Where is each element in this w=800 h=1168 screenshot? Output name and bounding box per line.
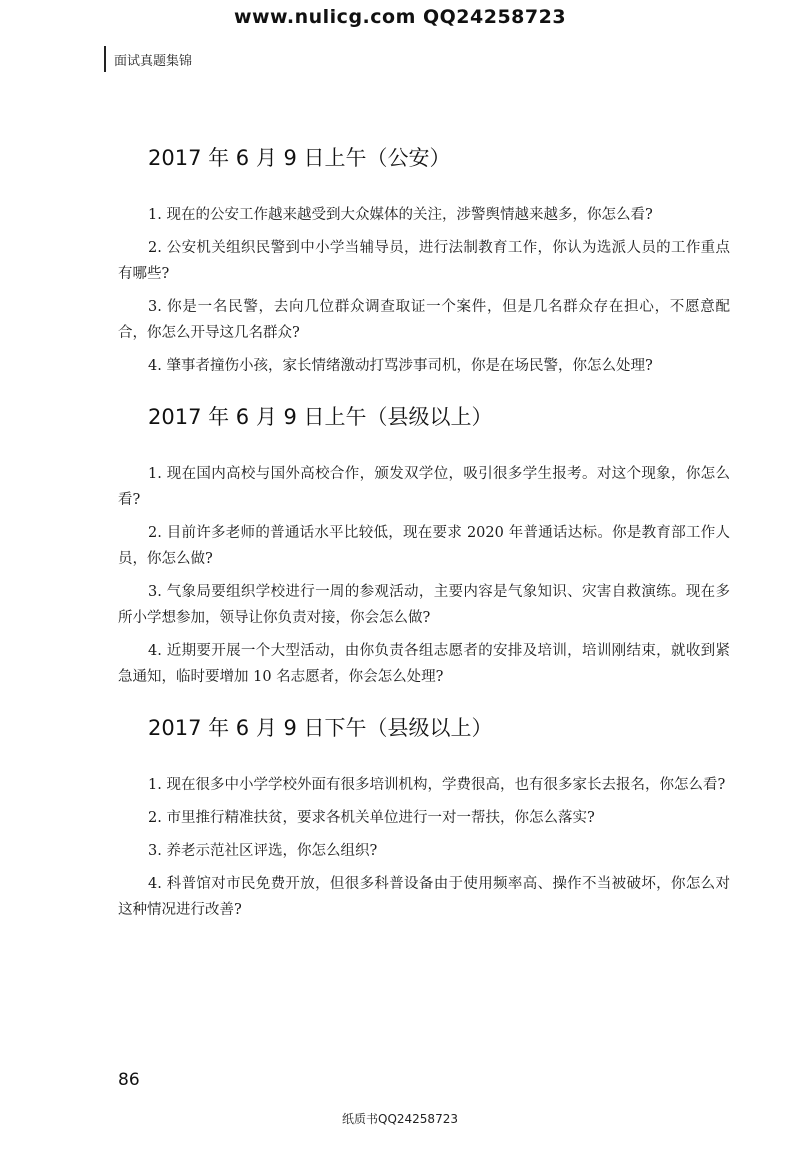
section-title: 2017 年 6 月 9 日上午（县级以上） xyxy=(148,405,493,429)
section-title: 2017 年 6 月 9 日上午（公安） xyxy=(148,146,451,170)
header-rule xyxy=(104,46,106,72)
question: 1. 现在的公安工作越来越受到大众媒体的关注，涉警舆情越来越多，你怎么看? xyxy=(148,207,653,223)
question: 2. 目前许多老师的普通话水平比较低，现在要求 2020 年普通话达标。你是教育部工作人员，你怎么做? xyxy=(118,525,730,567)
footer-text: 纸质书QQ24258723 xyxy=(342,1112,458,1126)
question: 1. 现在国内高校与国外高校合作，颁发双学位，吸引很多学生报考。对这个现象，你怎么看? xyxy=(118,466,730,508)
page-content xyxy=(118,128,730,945)
question: 4. 肇事者撞伤小孩，家长情绪激动打骂涉事司机，你是在场民警，你怎么处理? xyxy=(148,358,653,374)
running-header: 面试真题集锦 xyxy=(114,54,193,69)
section-title: 2017 年 6 月 9 日下午（县级以上） xyxy=(148,716,493,740)
question: 4. 近期要开展一个大型活动，由你负责各组志愿者的安排及培训，培训刚结束，就收到紧急通知，临时要增加 10 名志愿者，你会怎么处理? xyxy=(118,643,730,685)
section-police xyxy=(118,142,730,379)
watermark-text: www.nulicg.com QQ24258723 xyxy=(233,6,567,28)
page-number: 86 xyxy=(118,1070,140,1090)
question: 3. 你是一名民警，去向几位群众调查取证一个案件，但是几名群众存在担心，不愿意配合，你怎么开导这几名群众? xyxy=(118,299,730,341)
question: 1. 现在很多中小学学校外面有很多培训机构，学费很高，也有很多家长去报名，你怎么看? xyxy=(148,777,726,793)
question: 4. 科普馆对市民免费开放，但很多科普设备由于使用频率高、操作不当被破坏，你怎么对这种情况进行改善? xyxy=(118,876,730,918)
question: 2. 市里推行精准扶贫，要求各机关单位进行一对一帮扶，你怎么落实? xyxy=(148,810,595,826)
question: 2. 公安机关组织民警到中小学当辅导员，进行法制教育工作，你认为选派人员的工作重点有哪些? xyxy=(118,240,730,282)
question: 3. 气象局要组织学校进行一周的参观活动，主要内容是气象知识、灾害自救演练。现在多所小学想参加，领导让你负责对接，你会怎么做? xyxy=(118,584,730,626)
question: 3. 养老示范社区评选，你怎么组织? xyxy=(148,843,378,859)
section-county-morning xyxy=(118,401,730,690)
section-county-afternoon xyxy=(118,712,730,923)
